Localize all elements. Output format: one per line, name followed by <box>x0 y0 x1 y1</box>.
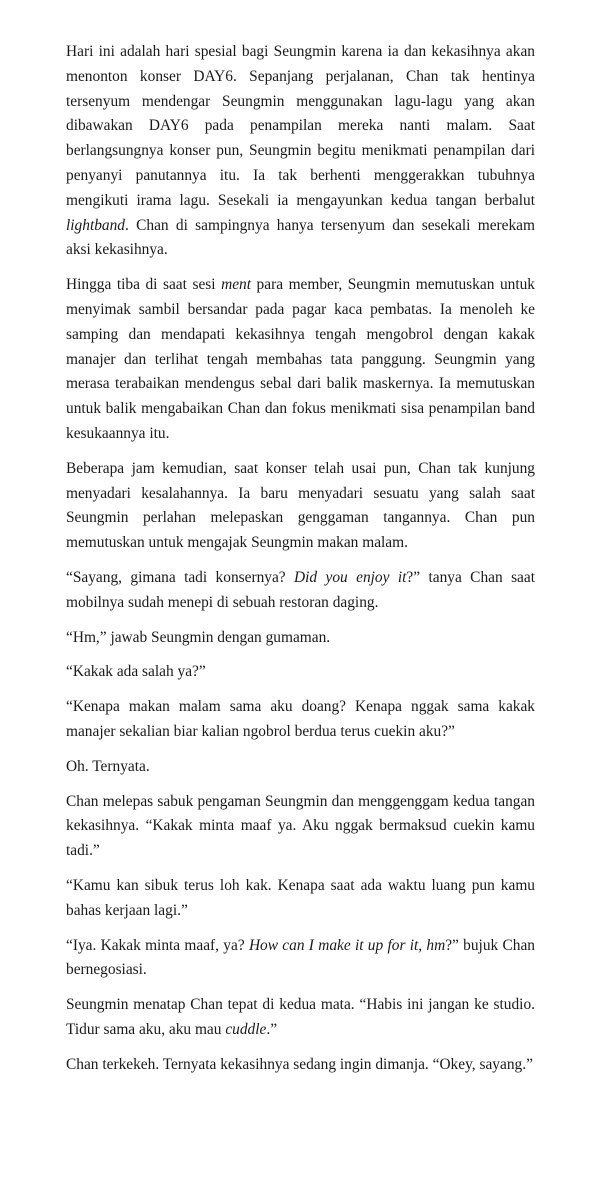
text-run: “Hm,” jawab Seungmin dengan gumaman. <box>66 628 331 646</box>
paragraph <box>66 874 535 924</box>
paragraph <box>66 755 535 780</box>
text-run: Oh. Ternyata. <box>66 757 150 775</box>
text-run: Hingga tiba di saat sesi <box>66 276 222 294</box>
paragraph <box>66 993 535 1043</box>
italic-phrase: lightband <box>66 216 125 234</box>
text-run: “Kamu kan sibuk terus loh kak. Kenapa saat ada waktu luang pun kamu bahas kerjaan lagi.” <box>66 876 535 919</box>
text-run: ?” tanya Chan saat mobilnya sudah menepi di sebuah restoran daging. <box>66 568 535 611</box>
italic-phrase: ment <box>221 276 252 294</box>
text-run: . Chan di sampingnya hanya tersenyum dan sesekali merekam aksi kekasihnya. <box>66 216 535 259</box>
text-run: Chan melepas sabuk pengaman Seungmin dan menggenggam kedua tangan kekasihnya. “Kakak minta maaf ya. Aku nggak bermaksud cuekin kamu tadi.” <box>66 792 535 860</box>
paragraph <box>66 660 535 685</box>
text-run: .” <box>266 1020 278 1038</box>
italic-phrase: How can I make it up for it, hm <box>248 936 446 954</box>
text-run: ?” bujuk Chan bernegosiasi. <box>66 936 535 979</box>
paragraph <box>66 566 535 616</box>
paragraph <box>66 40 535 263</box>
text-run: Chan terkekeh. Ternyata kekasihnya sedang ingin dimanja. “Okey, sayang.” <box>66 1055 533 1073</box>
paragraph <box>66 695 535 745</box>
italic-phrase: Did you enjoy it <box>294 568 407 586</box>
text-run: Hari ini adalah hari spesial bagi Seungmin karena ia dan kekasihnya akan menonton konser DAY6. Sepanjang perjalanan, Chan tak hentinya tersenyum mendengar Seungmin menggunakan lagu-lagu yang akan dibawakan DAY6 pada penampilan mereka nanti malam. Saat berlangsungnya konser pun, Seungmin begitu menikmati penampilan dari penyanyi panutannya itu. Ia tak berhenti menggerakkan tubuhnya mengikuti irama lagu. Sesekali ia mengayunkan kedua tangan berbalut <box>66 43 535 209</box>
paragraph <box>66 1053 535 1078</box>
text-run: “Iya. Kakak minta maaf, ya? <box>66 936 249 954</box>
text-run: “Kakak ada salah ya?” <box>66 663 206 681</box>
paragraph <box>66 457 535 556</box>
italic-phrase: cuddle <box>225 1020 267 1038</box>
paragraph <box>66 626 535 651</box>
text-run: Beberapa jam kemudian, saat konser telah usai pun, Chan tak kunjung menyadari kesalahannya. Ia baru menyadari sesuatu yang salah saat Seungmin perlahan melepaskan genggaman tangannya. Chan pun memutuskan untuk mengajak Seungmin makan malam. <box>66 459 535 552</box>
paragraph <box>66 934 535 984</box>
story-text <box>66 40 535 1077</box>
paragraph <box>66 273 535 447</box>
paragraph <box>66 790 535 864</box>
text-run: “Kenapa makan malam sama aku doang? Kenapa nggak sama kakak manajer sekalian biar kalian ngobrol berdua terus cuekin aku?” <box>66 698 535 740</box>
text-run: “Sayang, gimana tadi konsernya? <box>66 568 295 586</box>
text-run: Seungmin menatap Chan tepat di kedua mata. “Habis ini jangan ke studio. Tidur sama aku, aku mau <box>66 996 535 1038</box>
text-run: para member, Seungmin memutuskan untuk menyimak sambil bersandar pada pagar kaca pembatas. Ia menoleh ke samping dan mendapati kekasihnya tengah mengobrol dengan kakak manajer dan terlihat tengah membahas tata panggung. Seungmin yang merasa terabaikan mendengus sebal dari balik maskernya. Ia memutuskan untuk balik mengabaikan Chan dan fokus menikmati sisa penampilan band kesukaannya itu. <box>66 276 535 442</box>
